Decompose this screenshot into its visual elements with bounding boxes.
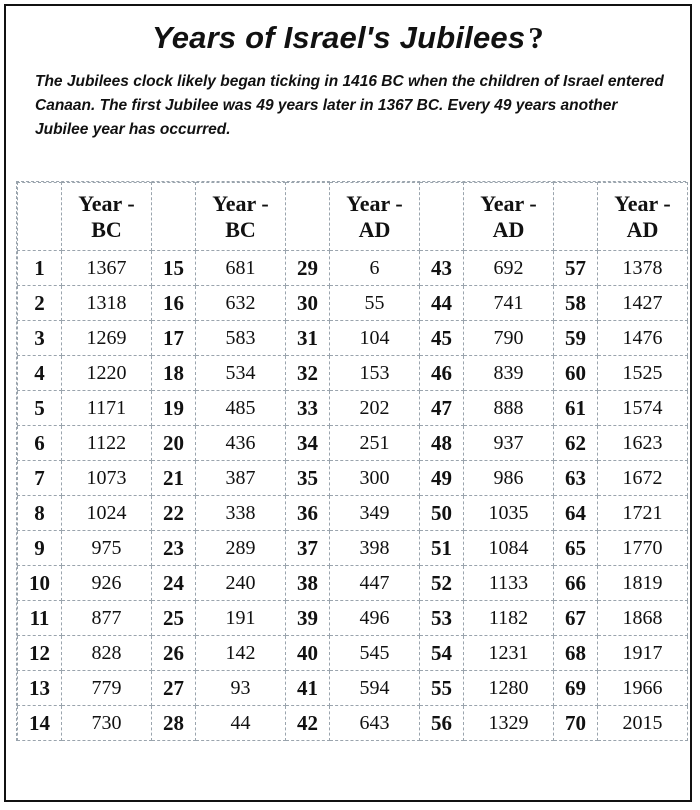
- table-row: [18, 356, 688, 391]
- jubilee-year: 779: [62, 671, 152, 706]
- jubilee-year: 398: [330, 531, 420, 566]
- jubilee-year: 877: [62, 601, 152, 636]
- jubilee-year: 1427: [598, 286, 688, 321]
- jubilee-number: 54: [420, 636, 464, 671]
- jubilee-number: 69: [554, 671, 598, 706]
- jubilee-number: 2: [18, 286, 62, 321]
- jubilee-year: 153: [330, 356, 420, 391]
- jubilee-number: 60: [554, 356, 598, 391]
- jubilee-year: 1525: [598, 356, 688, 391]
- jubilee-number: 10: [18, 566, 62, 601]
- table-row: [18, 531, 688, 566]
- jubilee-number: 11: [18, 601, 62, 636]
- jubilee-number: 35: [286, 461, 330, 496]
- jubilee-year: 1966: [598, 671, 688, 706]
- jubilee-number: 65: [554, 531, 598, 566]
- table-row: [18, 496, 688, 531]
- jubilee-year: 1329: [464, 706, 554, 741]
- jubilee-year: 828: [62, 636, 152, 671]
- table-row: [18, 671, 688, 706]
- jubilee-year: 6: [330, 251, 420, 286]
- jubilee-number: 30: [286, 286, 330, 321]
- table-row: [18, 286, 688, 321]
- jubilee-year: 1280: [464, 671, 554, 706]
- jubilee-number: 37: [286, 531, 330, 566]
- jubilee-year: 240: [196, 566, 286, 601]
- table-row: [18, 636, 688, 671]
- header-year: Year - AD: [464, 183, 554, 251]
- jubilee-year: 44: [196, 706, 286, 741]
- jubilee-number: 26: [152, 636, 196, 671]
- jubilee-number: 66: [554, 566, 598, 601]
- jubilee-year: 594: [330, 671, 420, 706]
- jubilee-year: 1367: [62, 251, 152, 286]
- jubilee-year: 790: [464, 321, 554, 356]
- jubilee-number: 21: [152, 461, 196, 496]
- jubilee-year: 1819: [598, 566, 688, 601]
- jubilee-number: 9: [18, 531, 62, 566]
- jubilee-year: 447: [330, 566, 420, 601]
- jubilee-number: 17: [152, 321, 196, 356]
- table-row: [18, 601, 688, 636]
- table-row: [18, 426, 688, 461]
- header-blank: [420, 183, 464, 251]
- jubilee-year: 93: [196, 671, 286, 706]
- table-row: [18, 461, 688, 496]
- header-blank: [554, 183, 598, 251]
- jubilee-year: 202: [330, 391, 420, 426]
- jubilee-year: 937: [464, 426, 554, 461]
- jubilee-year: 1171: [62, 391, 152, 426]
- jubilee-number: 70: [554, 706, 598, 741]
- jubilee-number: 8: [18, 496, 62, 531]
- jubilee-year: 1574: [598, 391, 688, 426]
- jubilee-number: 50: [420, 496, 464, 531]
- jubilee-number: 49: [420, 461, 464, 496]
- jubilee-year: 1476: [598, 321, 688, 356]
- jubilee-year: 104: [330, 321, 420, 356]
- jubilee-number: 29: [286, 251, 330, 286]
- jubilee-year: 1024: [62, 496, 152, 531]
- jubilee-year: 1122: [62, 426, 152, 461]
- jubilee-number: 28: [152, 706, 196, 741]
- jubilee-year: 1623: [598, 426, 688, 461]
- jubilee-number: 56: [420, 706, 464, 741]
- jubilee-year: 1182: [464, 601, 554, 636]
- jubilee-year: 1231: [464, 636, 554, 671]
- jubilee-year: 534: [196, 356, 286, 391]
- jubilee-number: 3: [18, 321, 62, 356]
- jubilee-year: 545: [330, 636, 420, 671]
- jubilee-number: 55: [420, 671, 464, 706]
- jubilee-year: 300: [330, 461, 420, 496]
- jubilee-year: 349: [330, 496, 420, 531]
- jubilee-year: 681: [196, 251, 286, 286]
- jubilee-number: 57: [554, 251, 598, 286]
- jubilee-number: 48: [420, 426, 464, 461]
- jubilee-year: 1220: [62, 356, 152, 391]
- jubilee-number: 5: [18, 391, 62, 426]
- jubilee-year: 55: [330, 286, 420, 321]
- table-row: [18, 706, 688, 741]
- jubilee-number: 42: [286, 706, 330, 741]
- jubilee-number: 4: [18, 356, 62, 391]
- jubilee-number: 7: [18, 461, 62, 496]
- jubilee-year: 338: [196, 496, 286, 531]
- jubilee-number: 52: [420, 566, 464, 601]
- table-header: [18, 183, 688, 251]
- header-blank: [18, 183, 62, 251]
- jubilee-number: 68: [554, 636, 598, 671]
- jubilee-year: 1868: [598, 601, 688, 636]
- jubilee-number: 14: [18, 706, 62, 741]
- table-row: [18, 391, 688, 426]
- jubilee-year: 387: [196, 461, 286, 496]
- table-body: [18, 251, 688, 741]
- header-blank: [152, 183, 196, 251]
- jubilee-table-container: [16, 181, 686, 741]
- jubilee-number: 33: [286, 391, 330, 426]
- page-title: [6, 20, 690, 56]
- jubilee-number: 59: [554, 321, 598, 356]
- jubilee-year: 730: [62, 706, 152, 741]
- jubilee-year: 1770: [598, 531, 688, 566]
- jubilee-number: 58: [554, 286, 598, 321]
- jubilee-year: 2015: [598, 706, 688, 741]
- jubilee-number: 43: [420, 251, 464, 286]
- jubilee-number: 47: [420, 391, 464, 426]
- jubilee-year: 142: [196, 636, 286, 671]
- document-frame: [4, 4, 692, 802]
- jubilee-number: 18: [152, 356, 196, 391]
- jubilee-year: 692: [464, 251, 554, 286]
- jubilee-year: 436: [196, 426, 286, 461]
- jubilee-year: 1318: [62, 286, 152, 321]
- jubilee-number: 1: [18, 251, 62, 286]
- jubilee-number: 16: [152, 286, 196, 321]
- jubilee-year: 583: [196, 321, 286, 356]
- jubilee-number: 44: [420, 286, 464, 321]
- jubilee-number: 53: [420, 601, 464, 636]
- jubilee-year: 191: [196, 601, 286, 636]
- jubilee-year: 632: [196, 286, 286, 321]
- header-year: Year - BC: [62, 183, 152, 251]
- jubilee-number: 51: [420, 531, 464, 566]
- jubilee-number: 22: [152, 496, 196, 531]
- jubilee-number: 13: [18, 671, 62, 706]
- jubilee-number: 67: [554, 601, 598, 636]
- jubilee-number: 27: [152, 671, 196, 706]
- jubilee-number: 41: [286, 671, 330, 706]
- jubilee-year: 839: [464, 356, 554, 391]
- table-row: [18, 566, 688, 601]
- jubilee-year: 289: [196, 531, 286, 566]
- jubilee-year: 485: [196, 391, 286, 426]
- jubilee-number: 32: [286, 356, 330, 391]
- jubilee-number: 46: [420, 356, 464, 391]
- jubilee-number: 31: [286, 321, 330, 356]
- jubilee-number: 20: [152, 426, 196, 461]
- jubilee-number: 12: [18, 636, 62, 671]
- header-year: Year - BC: [196, 183, 286, 251]
- jubilee-number: 39: [286, 601, 330, 636]
- jubilee-number: 34: [286, 426, 330, 461]
- header-year: Year - AD: [598, 183, 688, 251]
- jubilee-year: 251: [330, 426, 420, 461]
- jubilee-year: 888: [464, 391, 554, 426]
- jubilee-year: 1917: [598, 636, 688, 671]
- jubilee-number: 45: [420, 321, 464, 356]
- jubilee-year: 1672: [598, 461, 688, 496]
- header-row: [18, 183, 688, 251]
- table-row: [18, 321, 688, 356]
- intro-paragraph: The Jubilees clock likely began ticking in 1416 BC when the children of Israel entered Canaan. The first Jubilee was 49 years later in 1367 BC. Every 49 years another Jubilee year has occurred.: [35, 73, 664, 138]
- jubilee-number: 25: [152, 601, 196, 636]
- jubilee-year: 1721: [598, 496, 688, 531]
- jubilee-year: 1378: [598, 251, 688, 286]
- title-text: Years of Israel's Jubilees: [152, 20, 526, 55]
- jubilee-number: 23: [152, 531, 196, 566]
- jubilee-year: 1084: [464, 531, 554, 566]
- header-blank: [286, 183, 330, 251]
- jubilee-year: 496: [330, 601, 420, 636]
- jubilee-number: 62: [554, 426, 598, 461]
- jubilee-table: [17, 182, 688, 741]
- jubilee-year: 1073: [62, 461, 152, 496]
- jubilee-number: 24: [152, 566, 196, 601]
- jubilee-year: 1269: [62, 321, 152, 356]
- jubilee-number: 63: [554, 461, 598, 496]
- jubilee-number: 15: [152, 251, 196, 286]
- table-row: [18, 251, 688, 286]
- jubilee-year: 975: [62, 531, 152, 566]
- jubilee-number: 40: [286, 636, 330, 671]
- jubilee-number: 19: [152, 391, 196, 426]
- jubilee-year: 926: [62, 566, 152, 601]
- jubilee-number: 61: [554, 391, 598, 426]
- jubilee-year: 643: [330, 706, 420, 741]
- jubilee-number: 36: [286, 496, 330, 531]
- jubilee-year: 1133: [464, 566, 554, 601]
- jubilee-number: 6: [18, 426, 62, 461]
- header-year: Year - AD: [330, 183, 420, 251]
- jubilee-year: 1035: [464, 496, 554, 531]
- title-question-mark: ?: [528, 20, 544, 55]
- jubilee-year: 741: [464, 286, 554, 321]
- jubilee-year: 986: [464, 461, 554, 496]
- jubilee-number: 38: [286, 566, 330, 601]
- jubilee-number: 64: [554, 496, 598, 531]
